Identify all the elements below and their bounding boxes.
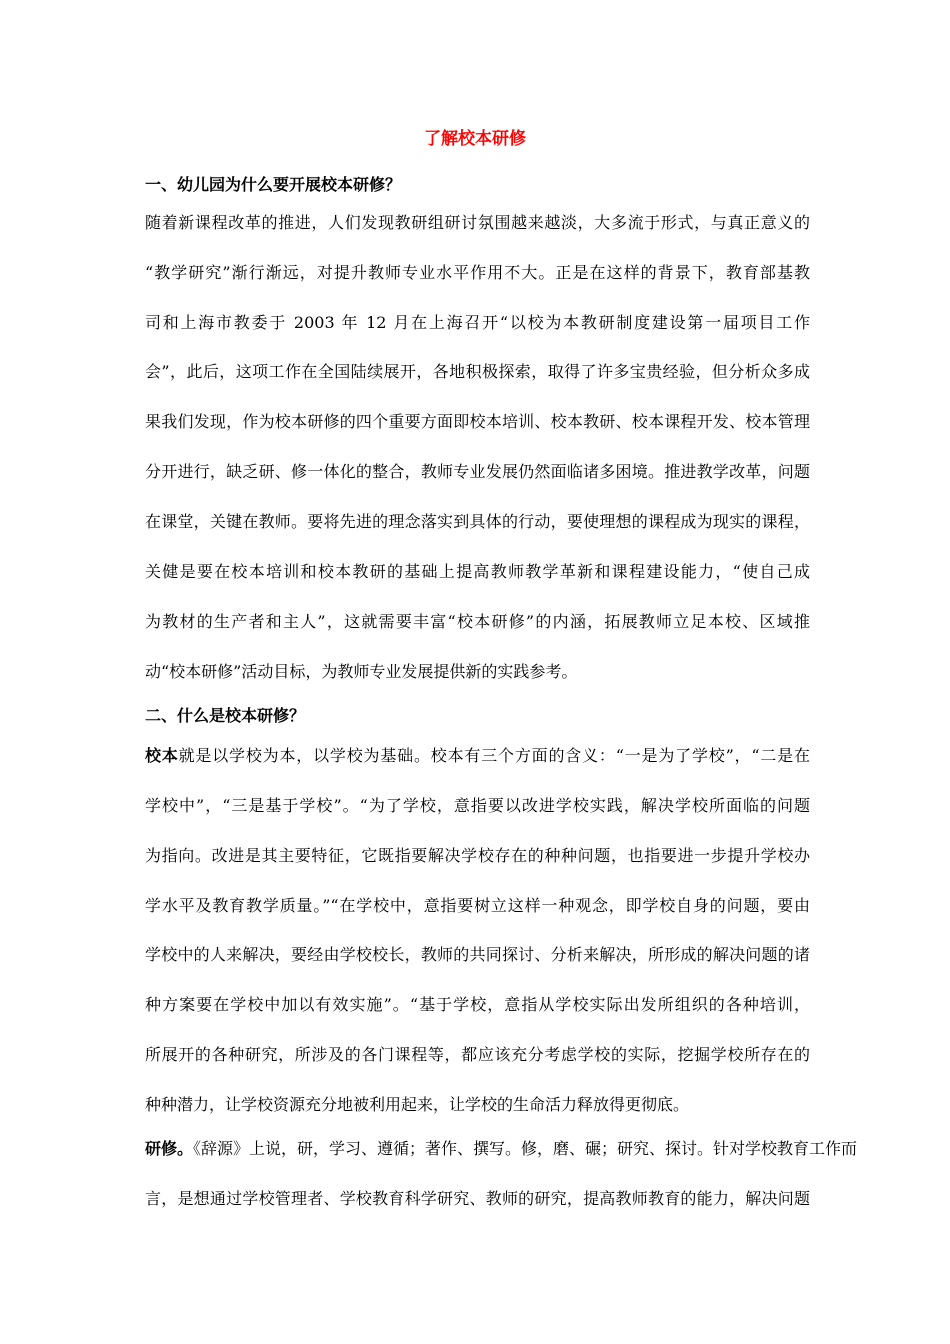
section-2-line: 学校中的人来解决，要经由学校校长，教师的共同探讨、分析来解决，所形成的解决问题的诸: [145, 945, 810, 964]
section-2-heading: 二、什么是校本研修？: [145, 706, 306, 725]
section-2-para2-first-line: [145, 1136, 858, 1159]
section-2-line: 所展开的各种研究，所涉及的各门课程等，都应该充分考虑学校的实际，挖掘学校所存在的: [145, 1045, 810, 1064]
section-1-line: “教学研究”渐行渐远，对提升教师专业水平作用不大。正是在这样的背景下，教育部基教: [145, 263, 810, 282]
section-2-line: 言，是想通过学校管理者、学校教育科学研究、教师的研究，提高教师教育的能力，解决问题: [145, 1189, 810, 1208]
section-2-line: 学校中”，“三是基于学校”。“为了学校，意指要以改进学校实践，解决学校所面临的问题: [145, 796, 810, 815]
term-yanxiu: 研修。: [145, 1139, 194, 1158]
section-2-line: 种方案要在学校中加以有效实施”。“基于学校，意指从学校实际出发所组织的各种培训，: [145, 995, 810, 1014]
para1-first-line-text: 就是以学校为本，以学校为基础。校本有三个方面的含义：“一是为了学校”，“二是在: [178, 746, 810, 765]
section-2-line: 学水平及教育教学质量。”“在学校中，意指要树立这样一种观念，即学校自身的问题，要由: [145, 896, 810, 915]
section-1-line: 动“校本研修”活动目标，为教师专业发展提供新的实践参考。: [145, 662, 578, 681]
section-1-line: 司和上海市教委于 2003 年 12 月在上海召开“以校为本教研制度建设第一届项目工作: [145, 313, 810, 332]
section-1-line: 在课堂，关键在教师。要将先进的理念落实到具体的行动，要使理想的课程成为现实的课程，: [145, 512, 810, 531]
section-1-line: 分开进行，缺乏研、修一体化的整合，教师专业发展仍然面临诸多困境。推进教学改革，问题: [145, 462, 810, 481]
section-2-para1-first-line: [145, 743, 810, 766]
para2-first-line-text: 《辞源》上说，研，学习、遵循；著作、撰写。修，磨、碾；研究、探讨。针对学校教育工作而: [193, 1139, 858, 1158]
section-2-line: 为指向。改进是其主要特征，它既指要解决学校存在的种种问题，也指要进一步提升学校办: [145, 846, 810, 865]
section-1-line: 关健是要在校本培训和校本教研的基础上提高教师教学革新和课程建设能力，“使自己成: [145, 562, 810, 581]
term-xiaoben: 校本: [145, 746, 179, 765]
section-1-line: 为教材的生产者和主人”，这就需要丰富“校本研修”的内涵，拓展教师立足本校、区域推: [145, 612, 810, 631]
section-2-line: 种种潜力，让学校资源充分地被利用起来，让学校的生命活力释放得更彻底。: [145, 1095, 690, 1114]
section-1-heading: 一、幼儿园为什么要开展校本研修？: [145, 175, 402, 194]
section-1-line: 随着新课程改革的推进，人们发现教研组研讨氛围越来越淡，大多流于形式，与真正意义的: [145, 213, 810, 232]
section-1-line: 会”，此后，这项工作在全国陆续展开，各地积极探索，取得了许多宝贵经验，但分析众多成: [145, 362, 810, 381]
document-title: 了解校本研修: [424, 129, 526, 149]
section-1-line: 果我们发现，作为校本研修的四个重要方面即校本培训、校本教研、校本课程开发、校本管理: [145, 412, 810, 431]
